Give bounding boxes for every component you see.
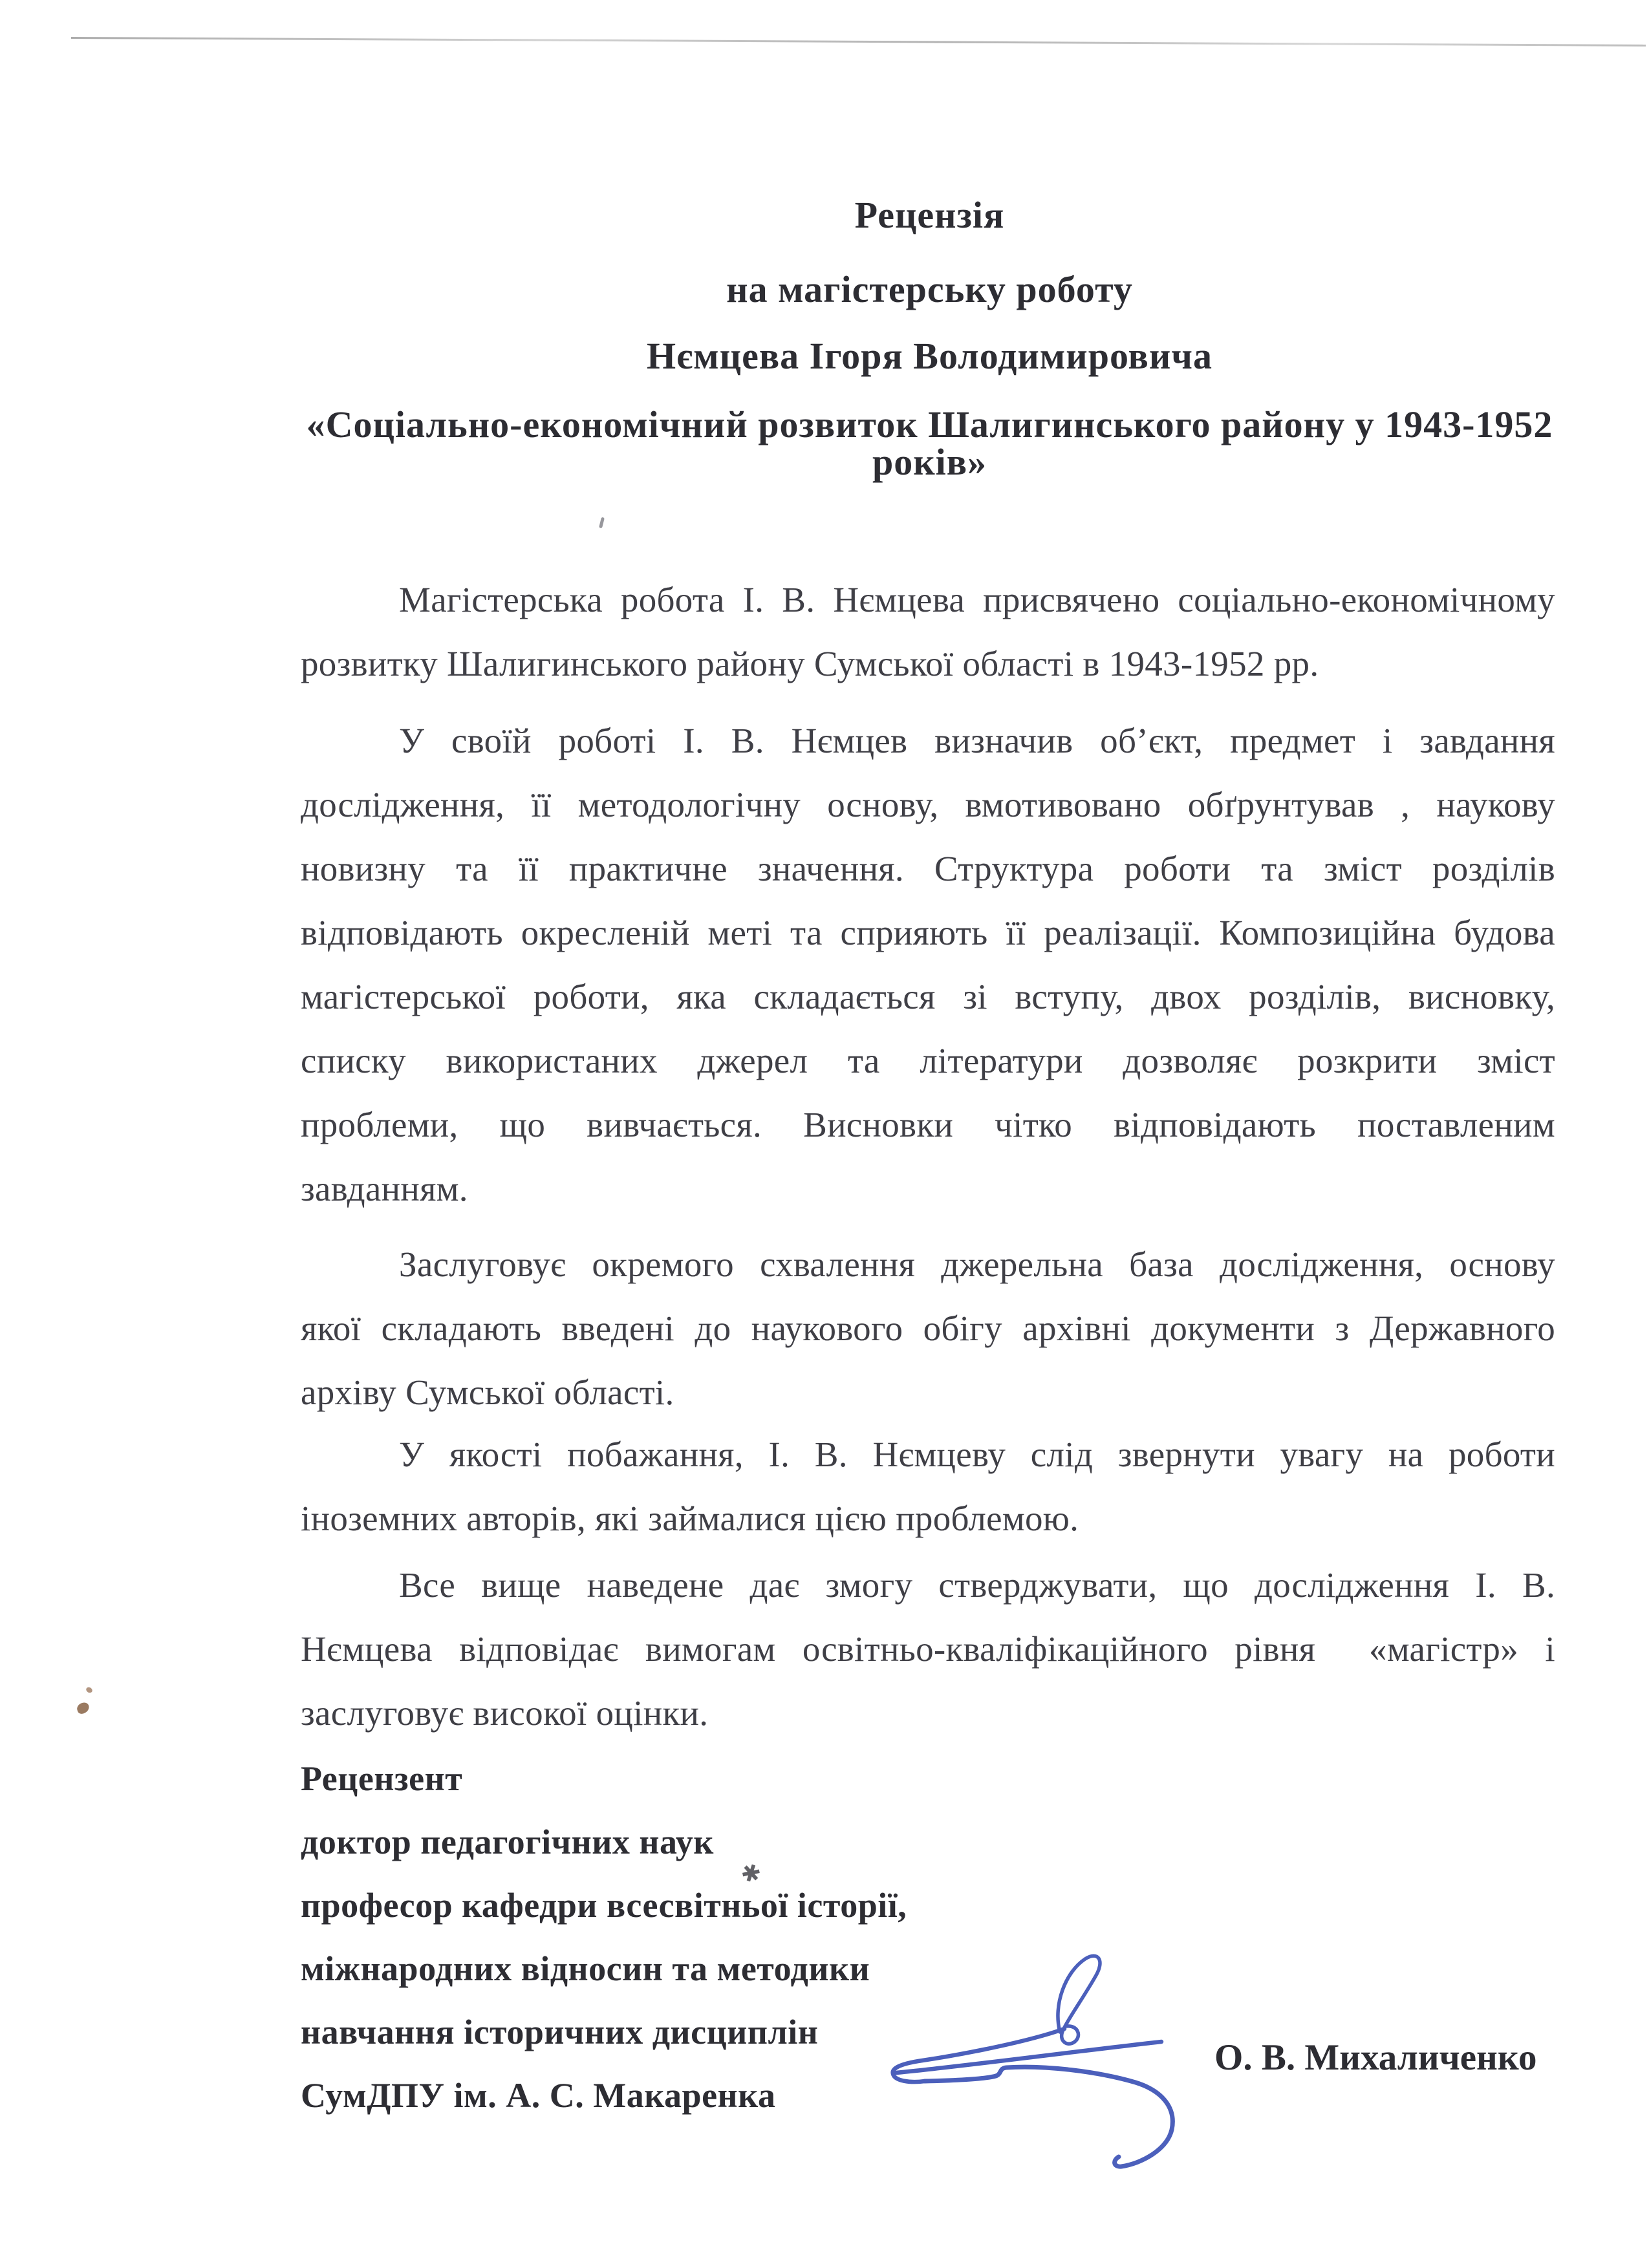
paragraph-conclusion xyxy=(301,1553,1555,1745)
paragraph-sources xyxy=(301,1232,1555,1424)
scan-artifact-tick xyxy=(599,517,605,529)
body-text-line: списку використаних джерел та літератури дозволяє розкрити зміст xyxy=(301,1041,1555,1080)
body-text-line: якої складають введені до наукового обігу архівні документи з Державного xyxy=(301,1309,1555,1348)
body-text-line: магістерської роботи, яка складається зі вступу, двох розділів, висновку, xyxy=(301,977,1555,1016)
title-line: Рецензія xyxy=(854,194,1005,236)
handwritten-signature xyxy=(879,1940,1190,2179)
document-title xyxy=(301,0,1558,517)
credential-line: доктор педагогічних наук xyxy=(301,1823,714,1861)
body-text-line: Заслуговує окремого схвалення джерельна база дослідження, основу xyxy=(399,1245,1555,1284)
body-text-line: новизну та її практичне значення. Структура роботи та зміст розділів xyxy=(301,849,1555,888)
scan-speck xyxy=(76,1701,91,1715)
title-line: Нємцева Ігоря Володимировича xyxy=(646,335,1212,377)
body-text-line: розвитку Шалигинського району Сумської області в 1943-1952 рр. xyxy=(301,644,1319,683)
body-text-line: У якості побажання, І. В. Нємцеву слід звернути увагу на роботи xyxy=(399,1435,1555,1474)
body-text-line: іноземних авторів, які займалися цією проблемою. xyxy=(301,1499,1079,1538)
credential-line: професор кафедри всесвітньої історії, xyxy=(301,1886,907,1925)
credential-line: СумДПУ ім. А. С. Макаренка xyxy=(301,2076,776,2115)
scan-speck xyxy=(85,1686,94,1694)
ink-blot-icon: ✱ xyxy=(737,1858,764,1889)
title-line: років» xyxy=(872,441,987,483)
body-text-line: дослідження, її методологічну основу, вмотивовано обґрунтував , наукову xyxy=(301,785,1555,824)
body-text-line: Все вище наведене дає змогу стверджувати, що дослідження І. В. xyxy=(399,1565,1555,1605)
body-text-line: проблеми, що вивчається. Висновки чітко відповідають поставленим xyxy=(301,1105,1555,1144)
body-text-line: завданням. xyxy=(301,1169,468,1208)
body-text-line: відповідають окресленій меті та сприяють її реалізації. Композиційна будова xyxy=(301,913,1555,952)
credential-line: Рецензент xyxy=(301,1759,463,1798)
paragraph-suggestion xyxy=(301,1422,1555,1550)
paragraph-intro xyxy=(301,568,1555,696)
title-line: на магістерську роботу xyxy=(726,268,1133,310)
credential-line: міжнародних відносин та методики xyxy=(301,1949,870,1988)
title-line: «Соціально-економічний розвиток Шалигинського району у 1943-1952 xyxy=(306,403,1553,445)
paragraph-structure xyxy=(301,709,1555,1221)
body-text-line: Магістерська робота І. В. Нємцева присвячено соціально-економічному xyxy=(399,580,1555,619)
credential-line: навчання історичних дисциплін xyxy=(301,2013,819,2051)
body-text-line: архіву Сумської області. xyxy=(301,1373,674,1412)
body-text-line: Нємцева відповідає вимогам освітньо-кваліфікаційного рівня «магістр» і xyxy=(301,1629,1555,1669)
body-text-line: У своїй роботі І. В. Нємцев визначив об’єкт, предмет і завдання xyxy=(399,721,1555,760)
reviewer-name: О. В. Михаличенко xyxy=(1214,2037,1537,2078)
body-text-line: заслуговує високої оцінки. xyxy=(301,1693,709,1733)
